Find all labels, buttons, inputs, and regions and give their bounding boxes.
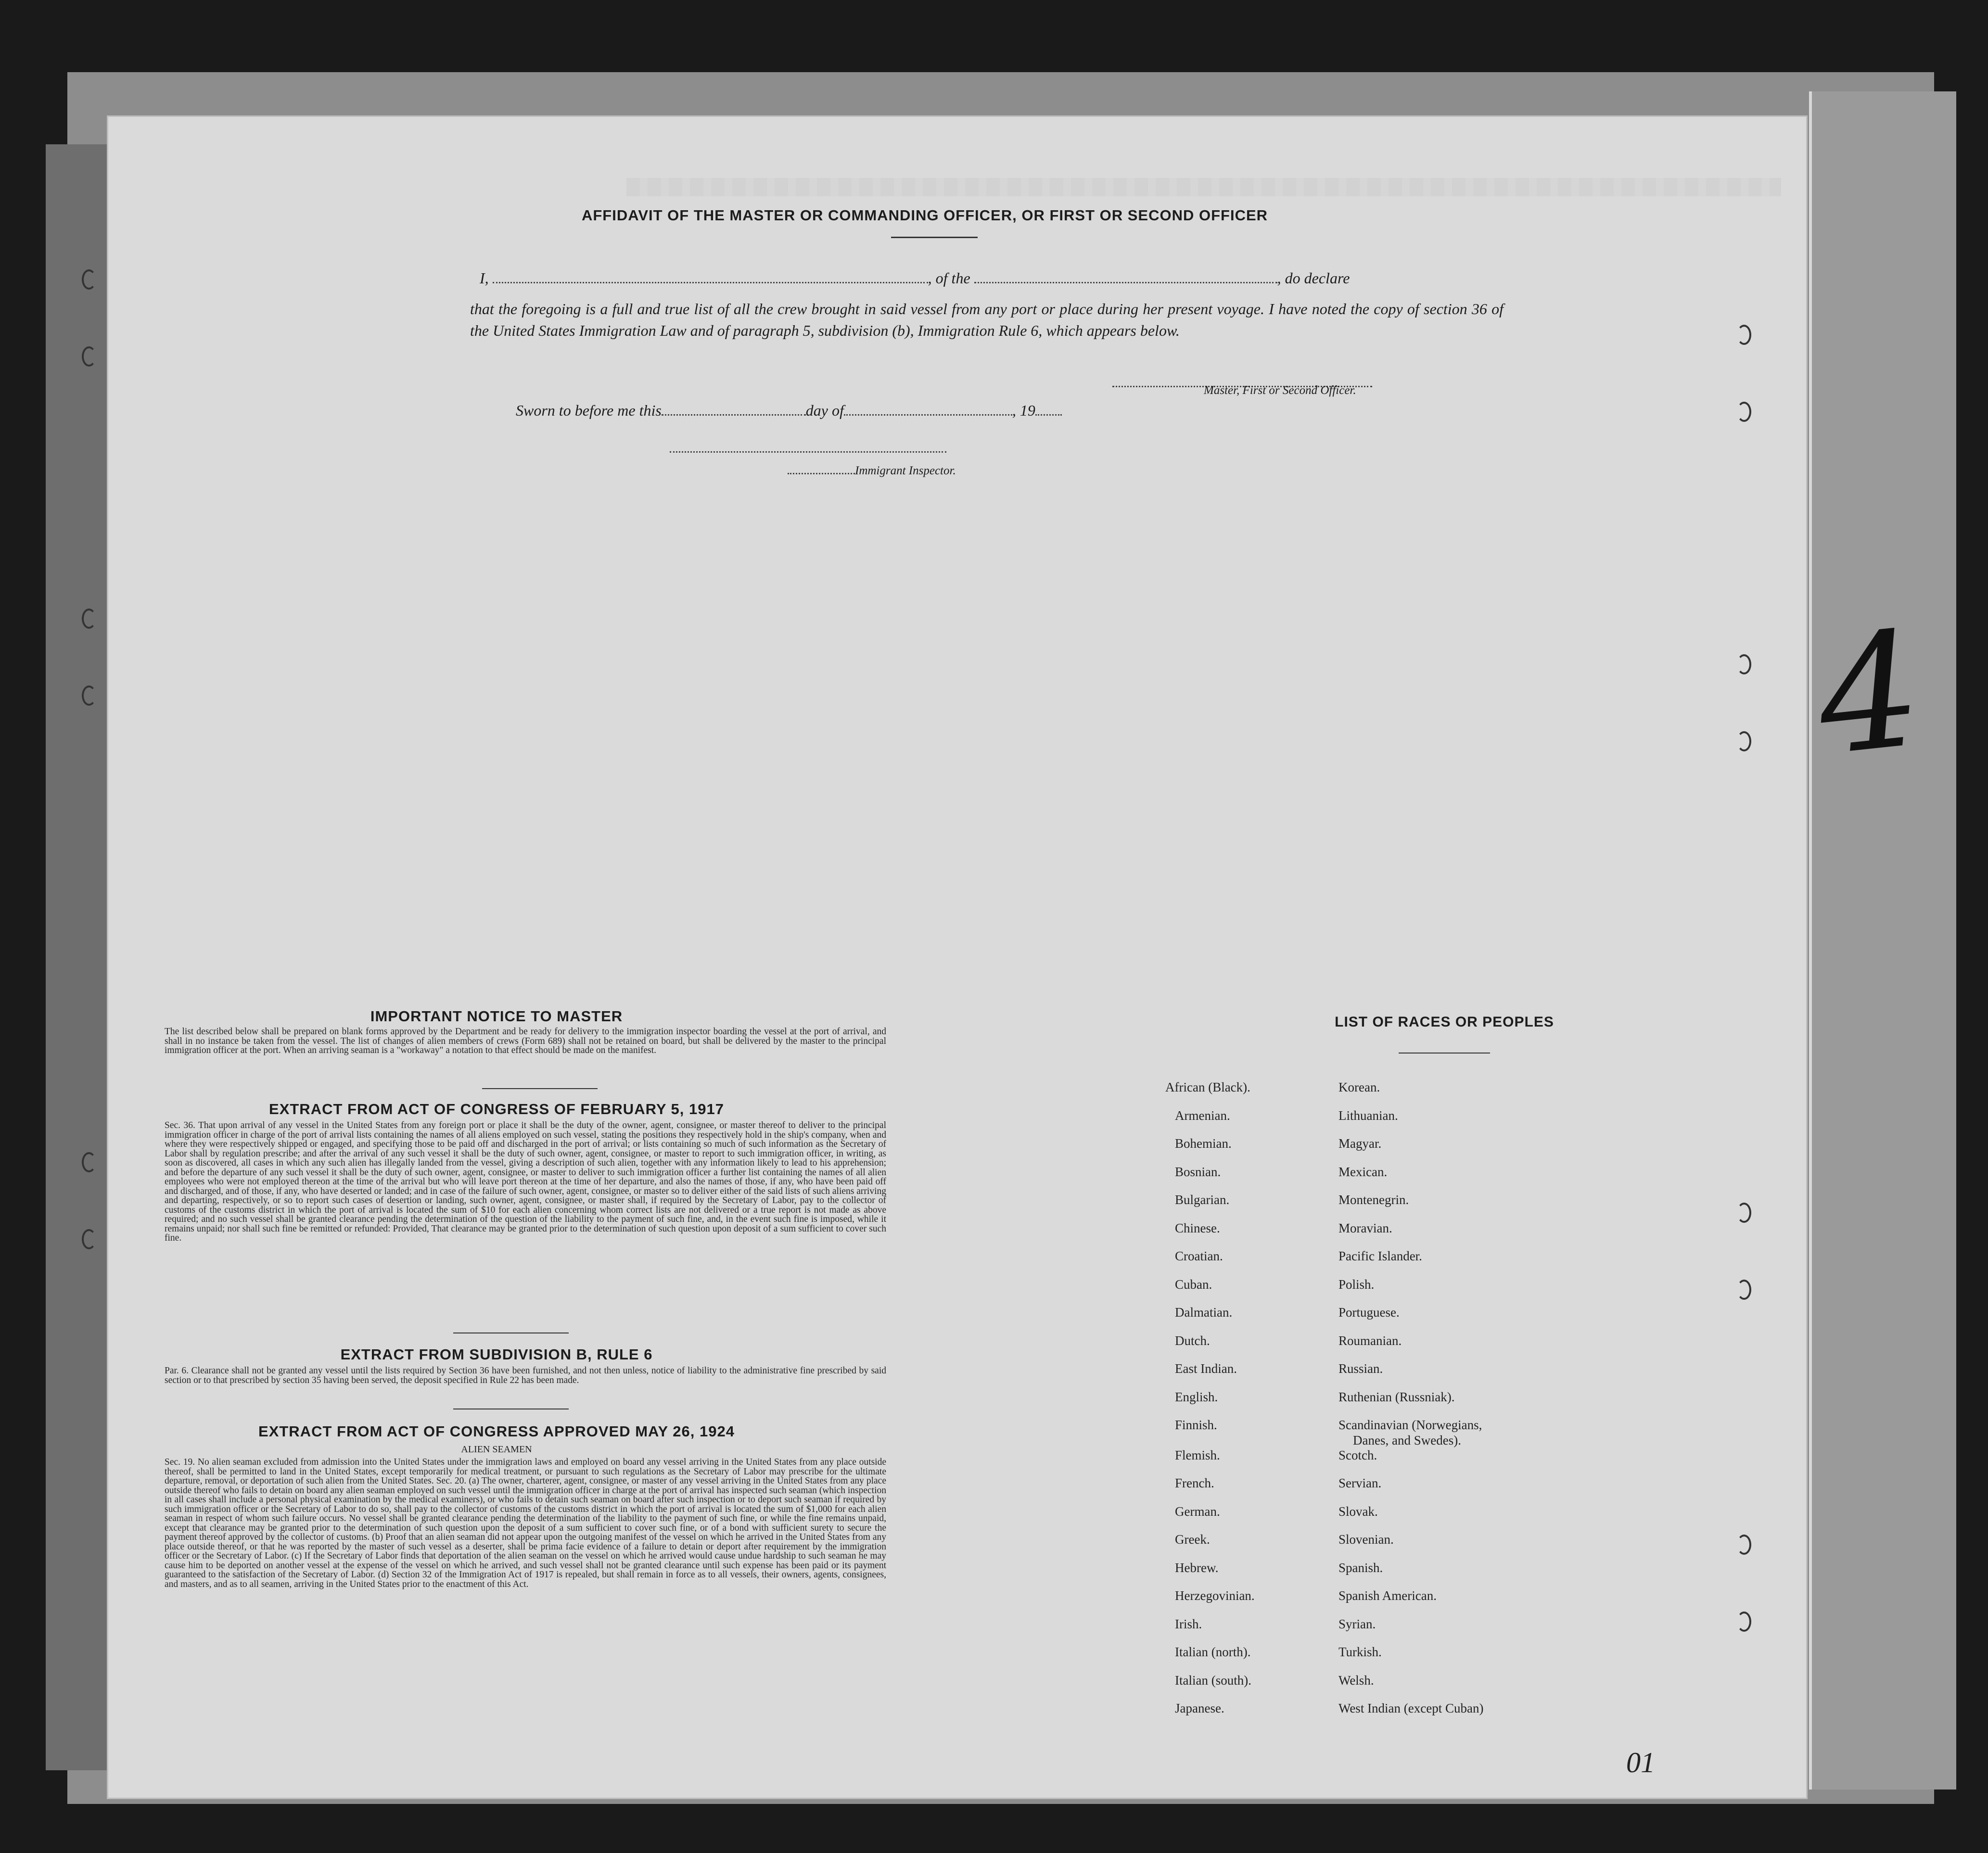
race-item: Montenegrin. (1338, 1193, 1409, 1207)
declaration-suffix: , do declare (1277, 269, 1350, 287)
extract-rule6-body: Par. 6. Clearance shall not be granted any vessel until the lists required by Section 36 have been furnished, and not then unless, notice of liability to the administrative fine prescribed by said section or to that prescribed by section 35 having been served, the deposit specified in Rule 22 has been made. (165, 1366, 886, 1385)
binder-hole (82, 269, 96, 290)
race-item: English. (1175, 1389, 1218, 1404)
binder-hole (1737, 325, 1751, 345)
sworn-year-label: , 19 (1012, 402, 1035, 419)
page-stack-edge (1809, 91, 1956, 1790)
handwritten-mark: 01 (1626, 1747, 1655, 1778)
section-rule (482, 1088, 598, 1089)
notice-title: IMPORTANT NOTICE TO MASTER (370, 1008, 623, 1025)
declaration-paragraph: that the foregoing is a full and true list of all the crew brought in said vessel from any port or place during her present voyage. I have noted the copy of section 36 of the United States Immigration Law and of paragraph 5, subdivision (b), Immigration Rule 6, which appears below. (470, 300, 1504, 339)
extract-1917-title: EXTRACT FROM ACT OF CONGRESS OF FEBRUARY 5, 1917 (269, 1101, 724, 1117)
binder-hole (1737, 1535, 1751, 1555)
race-item: Lithuanian. (1338, 1108, 1398, 1123)
race-item: Portuguese. (1338, 1305, 1400, 1320)
race-item: Italian (south). (1175, 1673, 1251, 1688)
declaration-line (480, 269, 1350, 287)
extract-1924-body: Sec. 19. No alien seaman excluded from admission into the United States under the immigration laws and employed on board any vessel arriving in the United States from any place outside thereof, shall be permitted to land in the United States, except temporarily for medical treatment, or pursuant to such regulations as the Secretary of Labor may prescribe for the ultimate departure, removal, or deportation of such alien from the United States. Sec. 20. (a) The owner, charterer, agent, consignee, or master of any vessel arriving in the United States from any place outside thereof who fails to detain on board any alien seaman employed on such vessel until the immigration officer in charge at the port of arrival has inspected such seaman (which inspection in all cases shall include a personal physical examination by the medical examiners), or who fails to detain such seaman on board after such inspection or to deport such seaman if required by such immigration officer or the Secretary of Labor to do so, shall pay to the collector of customs of the customs district in which the port of arrival is located the sum of $1,000 for each alien seaman in respect of whom such failure occurs. No vessel shall be granted clearance pending the determination of the liability to the payment of such fine, or while the fine remains unpaid, except that clearance may be granted prior to the determination of such question upon the deposit of a sum sufficient to cover such fine, or of a bond with sufficient surety to secure the payment thereof approved by the collector of customs. (b) Proof that an alien seaman did not appear upon the outgoing manifest of the vessel on which he arrived in the United States from any place outside thereof, or that he was reported by the master of such vessel as a deserter, shall be prima facie evidence of a failure to detain or deport after requirement by the immigration officer or the Secretary of Labor. (c) If the Secretary of Labor finds that deportation of the alien seaman on the vessel on which he arrived would cause undue hardship to such seaman he may cause him to be deported on another vessel at the expense of the vessel on which he arrived, and such vessel shall not be granted clearance until such expense has been paid or its payment guaranteed to the satisfaction of the Secretary of Labor. (d) Section 32 of the Immigration Act of 1917 is repealed, but shall remain in force as to all vessels, their owners, agents, consignees, and masters, and as to all seamen, arriving in the United States prior to the enactment of this Act. (165, 1457, 886, 1589)
race-item: Dutch. (1175, 1333, 1210, 1348)
extract-rule6-title: EXTRACT FROM SUBDIVISION B, RULE 6 (340, 1346, 653, 1363)
binder-hole (1737, 1203, 1751, 1223)
race-item: Finnish. (1175, 1418, 1217, 1432)
name-blank[interactable] (493, 271, 928, 283)
inspector-blank[interactable] (788, 466, 855, 474)
binder-hole (1737, 654, 1751, 674)
binder-hole (82, 1152, 96, 1172)
race-item: Bohemian. (1175, 1136, 1232, 1151)
race-item: African (Black). (1165, 1080, 1250, 1094)
races-title: LIST OF RACES OR PEOPLES (1335, 1014, 1554, 1030)
race-item: Spanish. (1338, 1560, 1383, 1575)
race-item: Korean. (1338, 1080, 1380, 1094)
signature-label: Master, First or Second Officer. (1204, 384, 1356, 397)
race-item: Bulgarian. (1175, 1193, 1230, 1207)
document-page (107, 115, 1808, 1799)
race-item: Armenian. (1175, 1108, 1230, 1123)
race-item: Pacific Islander. (1338, 1249, 1422, 1263)
race-item: Turkish. (1338, 1645, 1382, 1659)
race-item: Scandinavian (Norwegians, (1338, 1418, 1482, 1432)
binder-hole (82, 1229, 96, 1249)
race-item: Mexican. (1338, 1164, 1388, 1179)
extract-1924-subtitle: ALIEN SEAMEN (461, 1444, 532, 1455)
bleed-through-text (626, 178, 1781, 196)
vessel-blank[interactable] (974, 271, 1277, 283)
declaration-mid: , of the (928, 269, 970, 287)
race-item: Welsh. (1338, 1673, 1374, 1688)
race-item: Bosnian. (1175, 1164, 1221, 1179)
binder-hole (82, 685, 96, 706)
binder-hole (1737, 731, 1751, 751)
race-item: Japanese. (1175, 1701, 1224, 1715)
race-item: Chinese. (1175, 1220, 1220, 1235)
race-item: Herzegovinian. (1175, 1588, 1255, 1603)
notice-body: The list described below shall be prepared on blank forms approved by the Department and be ready for delivery to the immigration inspector boarding the vessel at the port of arrival, and shall in no instance be taken from the vessel. The list of changes of alien members of crews (Form 689) shall not be retained on board, but shall be delivered by the master to the principal immigration officer at the port. When an arriving seaman is a "workaway" a notation to that effect should be made on the manifest. (165, 1027, 886, 1055)
race-item: German. (1175, 1504, 1220, 1519)
race-item: Hebrew. (1175, 1560, 1219, 1575)
binder-hole (1737, 402, 1751, 422)
title-rule (891, 237, 978, 238)
race-item: Ruthenian (Russniak). (1338, 1389, 1455, 1404)
sworn-line (516, 402, 1062, 419)
race-item: Moravian. (1338, 1220, 1392, 1235)
race-item: Danes, and Swedes). (1353, 1433, 1461, 1447)
sworn-prefix: Sworn to before me this (516, 402, 662, 419)
inspector-line (788, 464, 956, 478)
sworn-day-blank[interactable] (662, 404, 806, 416)
affidavit-title: AFFIDAVIT OF THE MASTER OR COMMANDING OFFICER, OR FIRST OR SECOND OFFICER (581, 207, 1268, 224)
race-item: Flemish. (1175, 1447, 1220, 1462)
race-item: Spanish American. (1338, 1588, 1437, 1603)
race-item: Greek. (1175, 1532, 1210, 1547)
race-item: Slovenian. (1338, 1532, 1394, 1547)
binder-hole (1737, 1612, 1751, 1632)
binder-hole (82, 609, 96, 629)
race-item: Slovak. (1338, 1504, 1378, 1519)
extract-1917-body: Sec. 36. That upon arrival of any vessel in the United States from any foreign port or place it shall be the duty of the owner, agent, consignee, or master thereof to deliver to the principal immigration officer in charge of the port of arrival lists containing the names of all aliens employed on such vessel, stating the positions they respectively hold in the ship's company, when and where they were respectively shipped or engaged, and specifying those to be paid off and discharged in the port of arrival; or lists containing so much of such information as the Secretary of Labor shall by regulation prescribe; and after the arrival of any such vessel it shall be the duty of such owner, agent, consignee, or master to report to such immigration officer, in writing, as soon as discovered, all cases in which any such alien has illegally landed from the vessel, giving a description of such alien, together with any information likely to lead to his apprehension; and before the departure of any such vessel it shall be the duty of such owner, agent, consignee, or master to deliver to such immigration officer a further list containing the names of all alien employees who were not employed thereon at the time of the arrival but who will leave port thereon at the time of her departure, and also the names of those, if any, who have been paid off and discharged, and of those, if any, who have deserted or landed; and in case of the failure of such owner, agent, consignee, or master so to deliver either of the said lists of such aliens arriving and departing, respectively, or so to report such cases of desertion or landing, such owner, agent, consignee, or master shall, if required by the Secretary of Labor, pay to the collector of customs of the customs district in which the port of arrival is located the sum of $10 for each alien concerning whom correct lists are not delivered or a true report is not made as above required; and no such vessel shall be granted clearance pending the determination of the question of the liability to the payment of such fine, and, in the event such fine is imposed, while it remains unpaid; nor shall such fine be remitted or refunded: Provided, That clearance may be granted prior to the determination of such question upon deposit of a sum sufficient to cover such fine. (165, 1120, 886, 1243)
sworn-day-label: day of (805, 402, 844, 419)
race-item: Cuban. (1175, 1277, 1212, 1292)
race-item: Croatian. (1175, 1249, 1223, 1263)
race-item: Irish. (1175, 1616, 1202, 1631)
sworn-year-blank[interactable] (1035, 404, 1062, 416)
race-item: East Indian. (1175, 1361, 1237, 1376)
race-item: Servian. (1338, 1476, 1382, 1490)
race-item: Magyar. (1338, 1136, 1382, 1151)
race-item: Polish. (1338, 1277, 1375, 1292)
declaration-prefix: I, (480, 269, 489, 287)
race-item: Roumanian. (1338, 1333, 1402, 1348)
race-item: Syrian. (1338, 1616, 1376, 1631)
inspector-signature-blank[interactable] (670, 441, 946, 453)
handwritten-page-number: 4 (1809, 597, 1929, 791)
extract-1924-title: EXTRACT FROM ACT OF CONGRESS APPROVED MAY 26, 1924 (258, 1423, 735, 1440)
race-item: French. (1175, 1476, 1214, 1490)
race-item: Scotch. (1338, 1447, 1377, 1462)
race-item: Dalmatian. (1175, 1305, 1233, 1320)
race-item: West Indian (except Cuban) (1338, 1701, 1484, 1715)
binder-hole (1737, 1280, 1751, 1300)
race-item: Italian (north). (1175, 1645, 1251, 1659)
binder-hole (82, 346, 96, 367)
inspector-label: Immigrant Inspector. (855, 464, 956, 477)
race-item: Russian. (1338, 1361, 1383, 1376)
sworn-month-blank[interactable] (844, 404, 1012, 416)
